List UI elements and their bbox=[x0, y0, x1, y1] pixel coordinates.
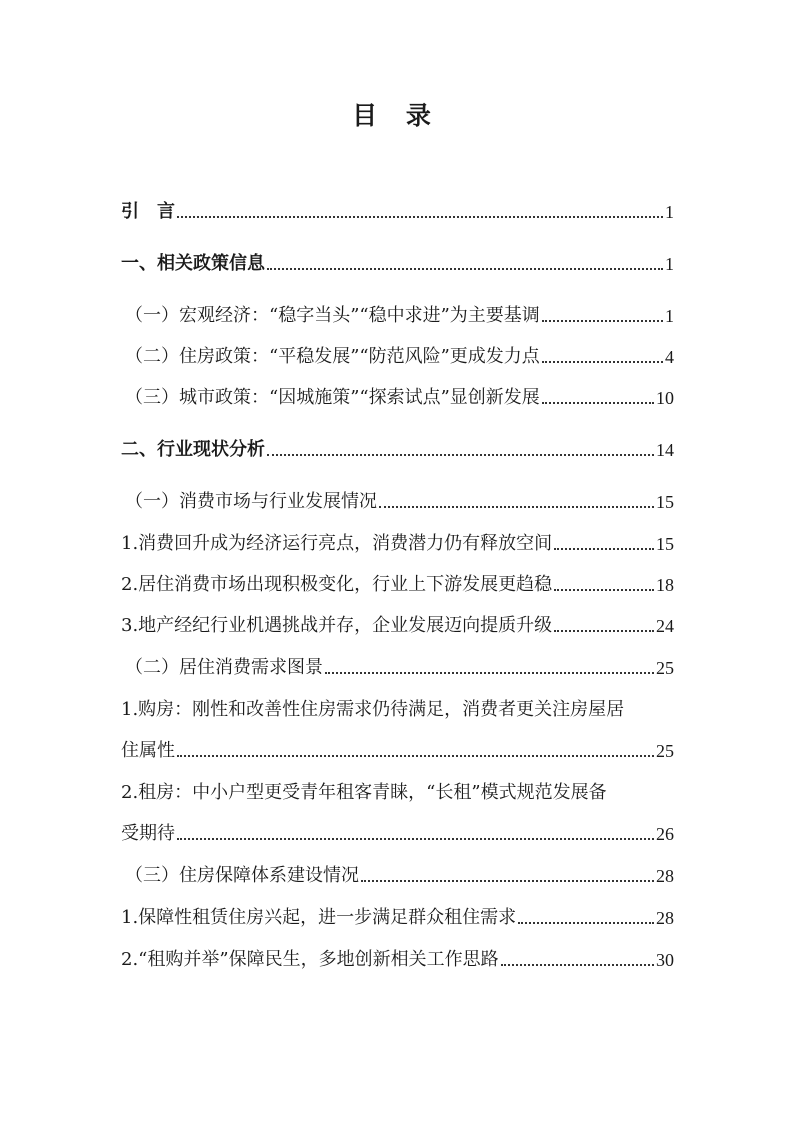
dot-leader bbox=[542, 320, 663, 322]
toc-entry-2-3-1[interactable] bbox=[121, 906, 674, 930]
toc-entry-2-1-3[interactable] bbox=[121, 614, 674, 638]
dot-leader bbox=[177, 216, 663, 218]
toc-page-number: 10 bbox=[656, 388, 674, 408]
dot-leader bbox=[177, 755, 654, 757]
toc-page-number: 26 bbox=[656, 824, 674, 844]
toc-entry-label: 3.地产经纪行业机遇挑战并存，企业发展迈向提质升级 bbox=[121, 615, 553, 636]
toc-entry-label: （三）住房保障体系建设情况 bbox=[125, 865, 359, 886]
toc-entry-label: （一）消费市场与行业发展情况 bbox=[125, 491, 377, 512]
toc-entry-label: （三）城市政策：“因城施策”“探索试点”显创新发展 bbox=[125, 387, 540, 408]
toc-page-number: 1 bbox=[665, 254, 674, 274]
toc-entry-2-2-1-line2[interactable] bbox=[121, 739, 674, 763]
toc-page-number: 15 bbox=[656, 534, 674, 554]
toc-entry-label: 1.购房：刚性和改善性住房需求仍待满足，消费者更关注房屋居 bbox=[121, 699, 625, 720]
toc-entry-label: 引 言 bbox=[121, 201, 175, 222]
toc-entry-section-2[interactable] bbox=[121, 438, 674, 462]
toc-entry-2-1[interactable] bbox=[121, 490, 674, 514]
toc-entry-label: 2.租房：中小户型更受青年租客青睐，“长租”模式规范发展备 bbox=[121, 782, 607, 803]
toc-entry-label: 1.消费回升成为经济运行亮点，消费潜力仍有释放空间 bbox=[121, 533, 553, 554]
toc-entry-label: 二、行业现状分析 bbox=[121, 439, 265, 460]
toc-page-number: 1 bbox=[665, 306, 674, 326]
dot-leader bbox=[554, 548, 654, 550]
dot-leader bbox=[554, 630, 654, 632]
toc-page-number: 14 bbox=[656, 440, 674, 460]
dot-leader bbox=[501, 964, 654, 966]
toc-entry-2-2-2-line1[interactable] bbox=[121, 781, 674, 805]
toc-page-number: 15 bbox=[656, 492, 674, 512]
toc-page-number: 1 bbox=[665, 202, 674, 222]
dot-leader bbox=[542, 361, 663, 363]
toc-entry-label: 2.居住消费市场出现积极变化，行业上下游发展更趋稳 bbox=[121, 574, 553, 595]
toc-entry-label-continued: 受期待 bbox=[121, 823, 175, 844]
toc-page-number: 24 bbox=[656, 616, 674, 636]
toc-page-number: 25 bbox=[656, 741, 674, 761]
toc-entry-2-2[interactable] bbox=[121, 656, 674, 680]
toc-entry-label-continued: 住属性 bbox=[121, 740, 175, 761]
dot-leader bbox=[361, 880, 654, 882]
toc-entry-label: （一）宏观经济：“稳字当头”“稳中求进”为主要基调 bbox=[125, 305, 540, 326]
dot-leader bbox=[177, 838, 654, 840]
dot-leader bbox=[518, 922, 654, 924]
toc-entry-label: 1.保障性租赁住房兴起，进一步满足群众租住需求 bbox=[121, 907, 517, 928]
toc-page-number: 28 bbox=[656, 908, 674, 928]
toc-entry-label: 2.“租购并举”保障民生，多地创新相关工作思路 bbox=[121, 949, 499, 970]
toc-entry-1-1[interactable] bbox=[121, 304, 674, 328]
toc-entry-2-1-2[interactable] bbox=[121, 573, 674, 597]
toc-page-number: 28 bbox=[656, 866, 674, 886]
page-title: 目 录 bbox=[352, 101, 441, 130]
dot-leader bbox=[325, 672, 654, 674]
dot-leader bbox=[379, 506, 654, 508]
toc-entry-1-3[interactable] bbox=[121, 386, 674, 410]
toc-page-number: 30 bbox=[656, 950, 674, 970]
toc-entry-2-2-1-line1[interactable] bbox=[121, 698, 674, 722]
dot-leader bbox=[267, 268, 663, 270]
toc-entry-label: 一、相关政策信息 bbox=[121, 253, 265, 274]
toc-entry-2-3-2[interactable] bbox=[121, 948, 674, 972]
toc-entry-section-1[interactable] bbox=[121, 252, 674, 276]
toc-page-number: 4 bbox=[665, 347, 674, 367]
toc-entry-2-1-1[interactable] bbox=[121, 532, 674, 556]
toc-entry-label: （二）居住消费需求图景 bbox=[125, 657, 323, 678]
dot-leader bbox=[554, 589, 654, 591]
toc-page-number: 18 bbox=[656, 575, 674, 595]
toc-entry-1-2[interactable] bbox=[121, 345, 674, 369]
toc-entry-2-3[interactable] bbox=[121, 864, 674, 888]
toc-entry-2-2-2-line2[interactable] bbox=[121, 822, 674, 846]
dot-leader bbox=[267, 454, 654, 456]
toc-entry-label: （二）住房政策：“平稳发展”“防范风险”更成发力点 bbox=[125, 346, 540, 367]
toc-entry-intro[interactable] bbox=[121, 200, 674, 224]
dot-leader bbox=[542, 402, 654, 404]
toc-page-number: 25 bbox=[656, 658, 674, 678]
